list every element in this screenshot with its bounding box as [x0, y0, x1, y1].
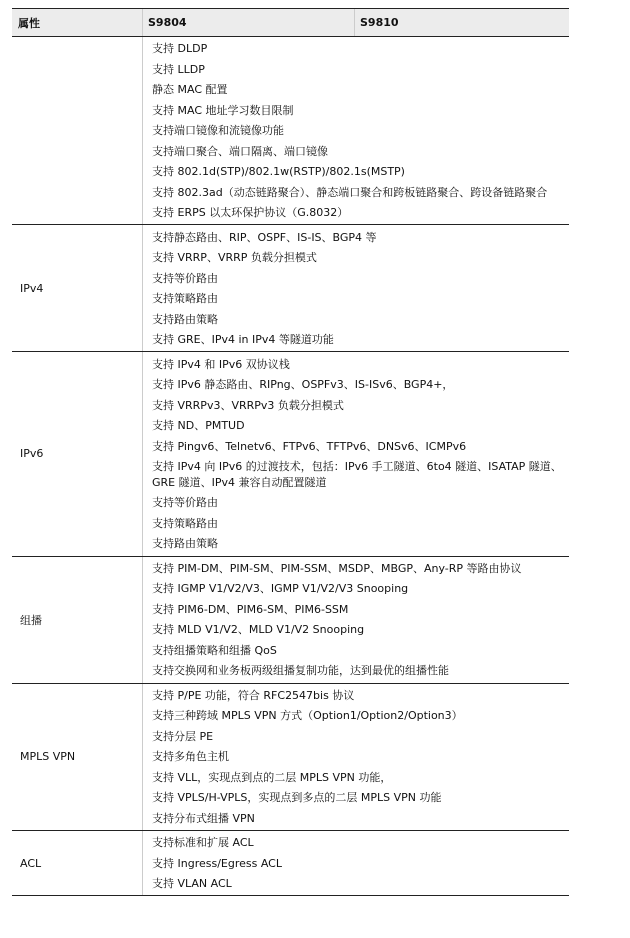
feature-item: 支持端口镜像和流镜像功能	[152, 124, 284, 138]
feature-item: 支持 P/PE 功能，符合 RFC2547bis 协议	[152, 688, 355, 702]
feature-item: 支持 IPv6 静态路由、RIPng、OSPFv3、IS-ISv6、BGP4+，	[152, 378, 454, 392]
feature-item: 支持 VLAN ACL	[152, 877, 232, 891]
feature-item: 支持 GRE、IPv4 in IPv4 等隧道功能	[152, 333, 334, 347]
feature-item: 支持 LLDP	[152, 62, 205, 76]
section-label	[12, 37, 143, 224]
section-label: MPLS VPN	[12, 684, 143, 830]
section-ipv4	[12, 225, 569, 352]
feature-item: 静态 MAC 配置	[152, 83, 228, 97]
feature-item: 支持 IPv4 和 IPv6 双协议栈	[152, 357, 290, 371]
feature-item: 支持分布式组播 VPN	[152, 811, 255, 825]
feature-item: 支持 Pingv6、Telnetv6、FTPv6、TFTPv6、DNSv6、ICMPv6	[152, 439, 467, 453]
feature-item: 支持 ND、PMTUD	[152, 419, 245, 433]
table-header	[12, 8, 569, 37]
section-l2	[12, 37, 569, 225]
spec-table	[12, 8, 569, 896]
feature-item: 支持 802.1d(STP)/802.1w(RSTP)/802.1s(MSTP)	[152, 165, 405, 179]
feature-item: 支持 802.3ad（动态链路聚合）、静态端口聚合和跨板链路聚合、跨设备链路聚合	[152, 185, 548, 199]
feature-item: 支持 IGMP V1/V2/V3、IGMP V1/V2/V3 Snooping	[152, 582, 409, 596]
section-label: IPv6	[12, 352, 143, 555]
section-multicast	[12, 557, 569, 684]
header-model-s9810: S9810	[360, 16, 399, 29]
feature-item: 支持 MAC 地址学习数目限制	[152, 103, 294, 117]
feature-item: 支持 MLD V1/V2、MLD V1/V2 Snooping	[152, 623, 365, 637]
feature-item: 支持 PIM6-DM、PIM6-SM、PIM6-SSM	[152, 602, 349, 616]
feature-item: 支持策略路由	[152, 516, 218, 530]
feature-item: 支持交换网和业务板两级组播复制功能，达到最优的组播性能	[152, 664, 449, 678]
feature-item: 支持端口聚合、端口隔离、端口镜像	[152, 144, 328, 158]
section-label: IPv4	[12, 225, 143, 351]
feature-item: 支持路由策略	[152, 312, 218, 326]
feature-item: 支持 ERPS 以太环保护协议（G.8032）	[152, 206, 349, 220]
feature-item: 支持 PIM-DM、PIM-SM、PIM-SSM、MSDP、MBGP、Any-RP 等路由协议	[152, 561, 522, 575]
feature-item: 支持路由策略	[152, 537, 218, 551]
feature-item: 支持标准和扩展 ACL	[152, 836, 254, 850]
header-model-s9804: S9804	[143, 9, 355, 36]
feature-item: 支持 VLL，实现点到点的二层 MPLS VPN 功能，	[152, 770, 392, 784]
section-ipv6	[12, 352, 569, 556]
section-label: 组播	[12, 557, 143, 683]
feature-item: 支持 Ingress/Egress ACL	[152, 856, 282, 870]
feature-item: 支持 VPLS/H-VPLS，实现点到多点的二层 MPLS VPN 功能	[152, 791, 442, 805]
feature-item: 支持分层 PE	[152, 729, 214, 743]
feature-item: 支持 IPv4 向 IPv6 的过渡技术，包括：IPv6 手工隧道、6to4 隧道、ISATAP 隧道、GRE 隧道、IPv4 兼容自动配置隧道	[152, 459, 562, 489]
feature-item: 支持 VRRPv3、VRRPv3 负载分担模式	[152, 398, 344, 412]
feature-item: 支持等价路由	[152, 496, 218, 510]
feature-item: 支持组播策略和组播 QoS	[152, 643, 277, 657]
header-attr: 属性	[12, 9, 143, 36]
section-mpls-vpn	[12, 684, 569, 831]
feature-item: 支持静态路由、RIP、OSPF、IS-IS、BGP4 等	[152, 230, 377, 244]
feature-item: 支持三种跨域 MPLS VPN 方式（Option1/Option2/Option3）	[152, 709, 463, 723]
feature-item: 支持等价路由	[152, 271, 218, 285]
feature-item: 支持 VRRP、VRRP 负载分担模式	[152, 251, 317, 265]
feature-item: 支持多角色主机	[152, 750, 229, 764]
section-acl	[12, 831, 569, 896]
feature-item: 支持策略路由	[152, 292, 218, 306]
feature-item: 支持 DLDP	[152, 42, 208, 56]
section-label: ACL	[12, 831, 143, 895]
